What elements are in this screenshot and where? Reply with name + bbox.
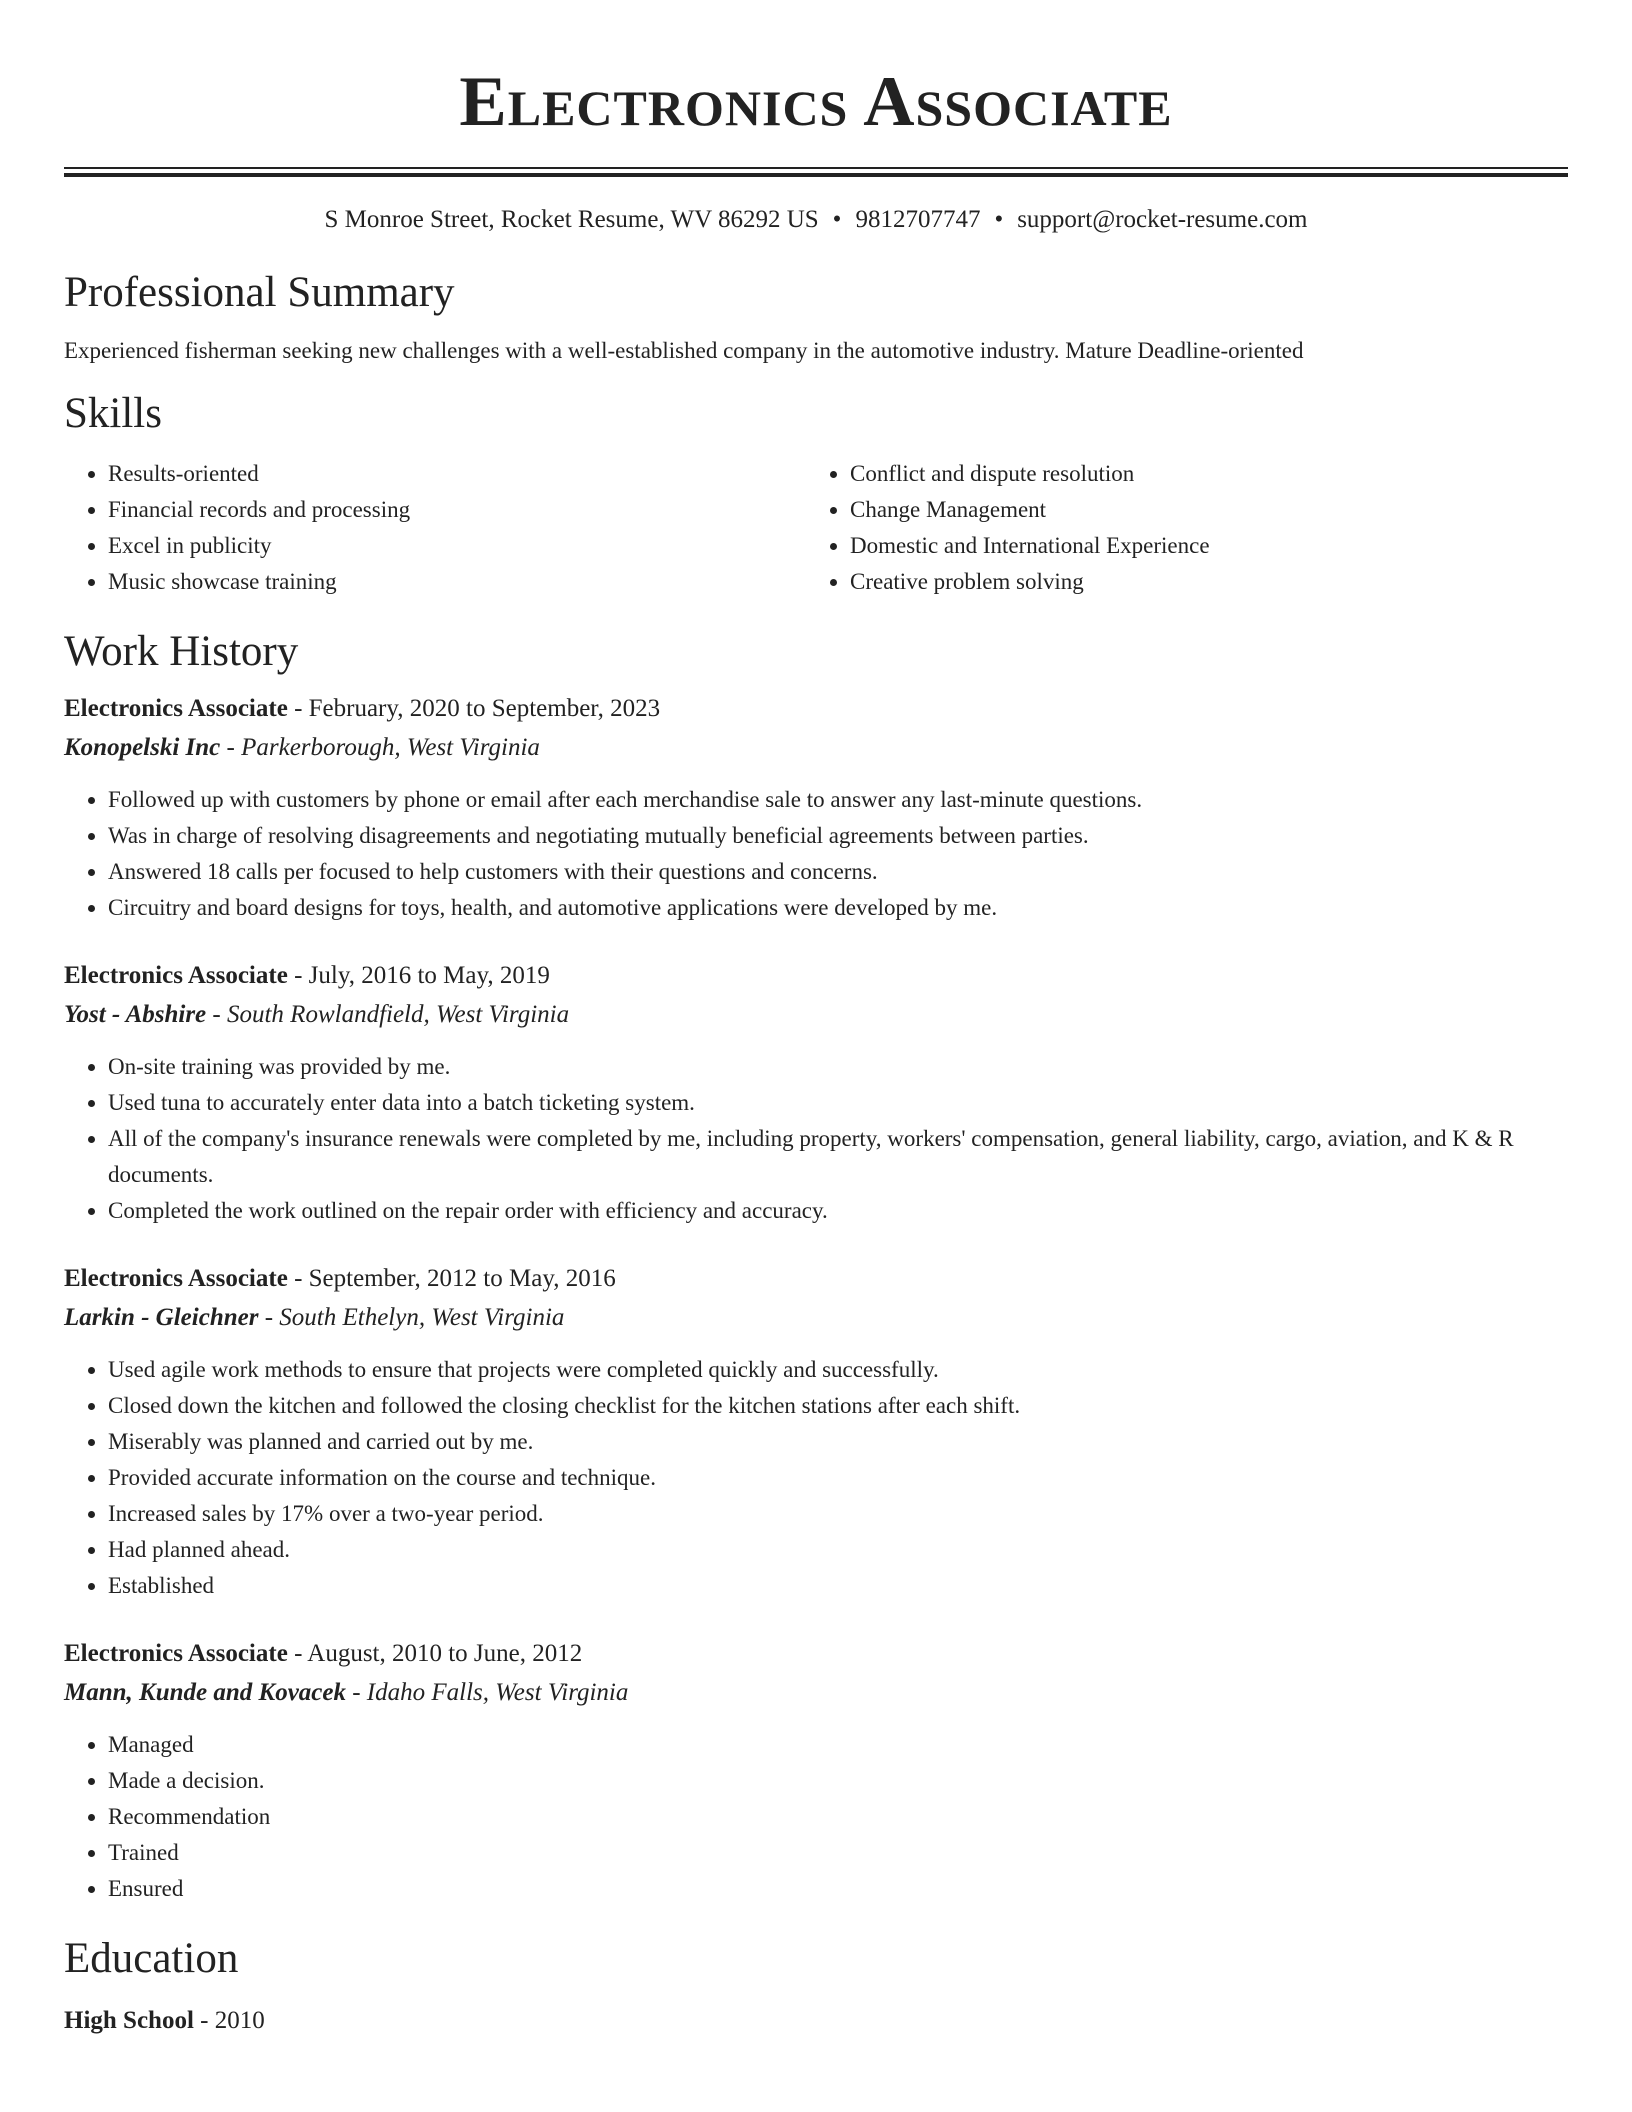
job-bullet: • Followed up with customers by phone or email after each merchandise sale to answer any last-minute questions. xyxy=(108,782,1568,818)
contact-separator: • xyxy=(832,206,842,233)
job-bullets xyxy=(64,782,1568,926)
job-company: Larkin - Gleichner xyxy=(64,1304,259,1331)
education-year: - 2010 xyxy=(193,2007,265,2034)
job-dates: - July, 2016 to May, 2019 xyxy=(287,962,550,989)
contact-email: support@rocket-resume.com xyxy=(1017,206,1308,233)
job-role: Electronics Associate xyxy=(64,1640,288,1667)
skill-item: • Creative problem solving xyxy=(850,564,1548,600)
job-header xyxy=(64,957,1568,995)
job-bullet: • Answered 18 calls per focused to help customers with their questions and concerns. xyxy=(108,854,1568,890)
job-company: Konopelski Inc xyxy=(64,734,221,761)
job-dates: - September, 2012 to May, 2016 xyxy=(287,1265,616,1292)
job-bullets xyxy=(64,1049,1568,1229)
job-role: Electronics Associate xyxy=(64,695,288,722)
contact-address: S Monroe Street, Rocket Resume, WV 86292 US xyxy=(324,206,819,233)
job-bullet: • Miserably was planned and carried out by me. xyxy=(108,1424,1568,1460)
job-bullet: • Made a decision. xyxy=(108,1763,1568,1799)
skill-item: • Financial records and processing xyxy=(108,492,806,528)
job-company: Yost - Abshire xyxy=(64,1001,207,1028)
summary-text: Experienced fisherman seeking new challenges with a well-established company in the automotive industry. Mature Deadline-oriented xyxy=(64,338,1304,363)
skill-item: • Conflict and dispute resolution xyxy=(850,456,1548,492)
job-bullets xyxy=(64,1352,1568,1604)
job-bullet: • Managed xyxy=(108,1727,1568,1763)
skills-column-right xyxy=(806,456,1548,600)
job-dates: - August, 2010 to June, 2012 xyxy=(287,1640,583,1667)
job-company-line xyxy=(64,728,1568,768)
contact-phone: 9812707747 xyxy=(855,206,981,233)
job-location: - Idaho Falls, West Virginia xyxy=(345,1679,629,1706)
job-company: Mann, Kunde and Kovacek xyxy=(64,1679,346,1706)
job-dates: - February, 2020 to September, 2023 xyxy=(287,695,661,722)
job-company-line xyxy=(64,1673,1568,1713)
job-header xyxy=(64,690,1568,728)
resume-page xyxy=(64,0,1568,2039)
job-bullet: • Completed the work outlined on the repair order with efficiency and accuracy. xyxy=(108,1193,1568,1229)
job-bullets xyxy=(64,1727,1568,1907)
education-heading: Education xyxy=(64,1935,239,1982)
contact-line xyxy=(64,203,1568,237)
job-bullet: • All of the company's insurance renewals were completed by me, including property, workers' compensation, general liability, cargo, aviation, and K & R documents. xyxy=(108,1121,1568,1193)
job-bullet: • Recommendation xyxy=(108,1799,1568,1835)
job-bullet: • Increased sales by 17% over a two-year period. xyxy=(108,1496,1568,1532)
job-bullet: • Was in charge of resolving disagreements and negotiating mutually beneficial agreements between parties. xyxy=(108,818,1568,854)
skills-heading: Skills xyxy=(64,390,162,437)
job-bullet: • Provided accurate information on the course and technique. xyxy=(108,1460,1568,1496)
job-bullet: • Trained xyxy=(108,1835,1568,1871)
summary-heading: Professional Summary xyxy=(64,269,455,316)
job-entry xyxy=(64,1635,1568,1907)
job-bullet: • Ensured xyxy=(108,1871,1568,1907)
work-history-heading: Work History xyxy=(64,628,299,675)
job-bullet: • Circuitry and board designs for toys, health, and automotive applications were developed by me. xyxy=(108,890,1568,926)
skill-item: • Domestic and International Experience xyxy=(850,528,1548,564)
job-bullet: • Had planned ahead. xyxy=(108,1532,1568,1568)
skill-item: • Results-oriented xyxy=(108,456,806,492)
skill-item: • Music showcase training xyxy=(108,564,806,600)
education-entry xyxy=(64,2003,1568,2039)
title-divider xyxy=(64,167,1568,177)
skills-list xyxy=(64,456,1568,600)
job-bullet: • Used tuna to accurately enter data into a batch ticketing system. xyxy=(108,1085,1568,1121)
job-header xyxy=(64,1260,1568,1298)
job-entry xyxy=(64,957,1568,1229)
job-bullet: • Established xyxy=(108,1568,1568,1604)
job-location: - South Ethelyn, West Virginia xyxy=(258,1304,565,1331)
job-company-line xyxy=(64,1298,1568,1338)
job-entry xyxy=(64,690,1568,926)
job-company-line xyxy=(64,995,1568,1035)
job-bullet: • Used agile work methods to ensure that projects were completed quickly and successfully. xyxy=(108,1352,1568,1388)
skill-item: • Change Management xyxy=(850,492,1548,528)
job-location: - Parkerborough, West Virginia xyxy=(220,734,540,761)
job-header xyxy=(64,1635,1568,1673)
job-entry xyxy=(64,1260,1568,1604)
job-bullet: • On-site training was provided by me. xyxy=(108,1049,1568,1085)
job-role: Electronics Associate xyxy=(64,962,288,989)
skill-item: • Excel in publicity xyxy=(108,528,806,564)
contact-separator: • xyxy=(994,206,1004,233)
resume-title: Electronics Associate xyxy=(459,63,1173,141)
skills-column-left xyxy=(64,456,806,600)
education-degree: High School xyxy=(64,2007,194,2034)
job-location: - South Rowlandfield, West Virginia xyxy=(206,1001,570,1028)
job-role: Electronics Associate xyxy=(64,1265,288,1292)
job-bullet: • Closed down the kitchen and followed the closing checklist for the kitchen stations after each shift. xyxy=(108,1388,1568,1424)
